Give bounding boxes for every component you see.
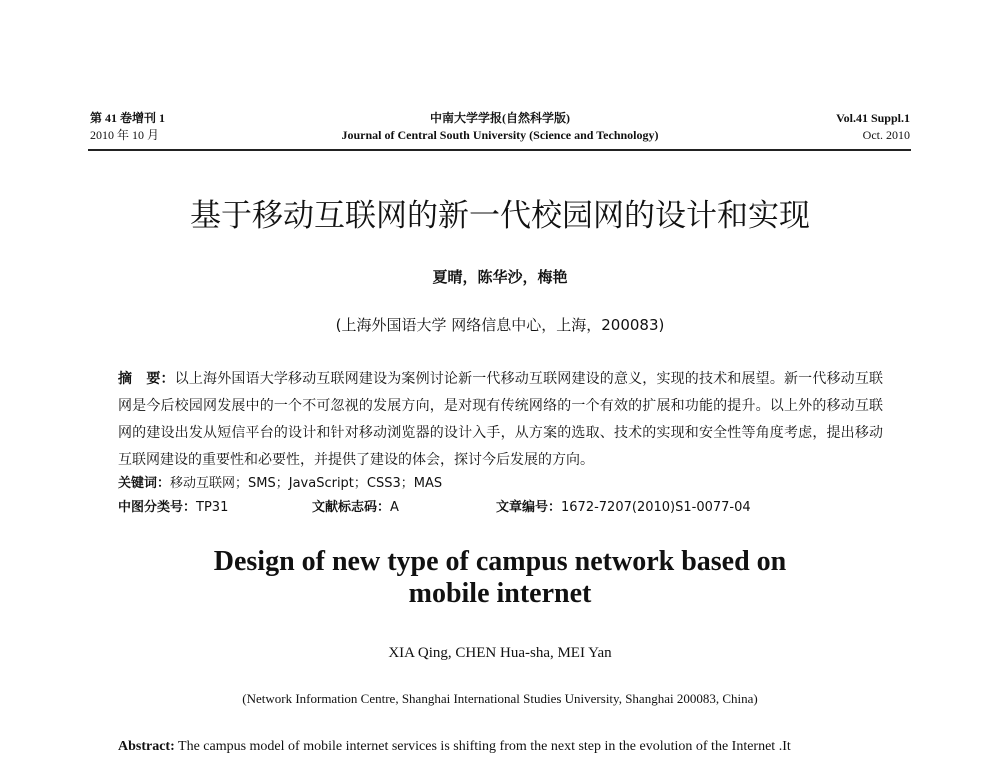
authors-cn: 夏晴，陈华沙，梅艳 [432,268,568,286]
keywords-label: 关键词： [118,476,171,491]
journal-name-cn: 中南大学学报(自然科学版) [430,111,570,125]
abstract-en-label: Abstract: [118,739,175,754]
article-number-label: 文章编号： [496,500,562,515]
doc-code-value: A [390,500,399,515]
title-en [0,546,1000,610]
doc-code-label: 文献标志码： [312,500,391,515]
abstract-en-text: The campus model of mobile internet services is shifting from the next step in the evolution of the Internet .It [178,739,791,754]
title-en-line2: mobile internet [408,578,592,609]
clc-label: 中图分类号： [118,500,197,515]
title-cn: 基于移动互联网的新一代校园网的设计和实现 [190,198,810,234]
header-rule [88,149,911,151]
abstract-label: 摘 要： [118,371,175,387]
date-cn: 2010 年 10 月 [90,128,160,142]
volume-en-line: Vol.41 Suppl.1 [836,111,910,125]
abstract-cn [118,366,883,474]
affiliation-en: (Network Information Centre, Shanghai International Studies University, Shanghai 200083, China) [242,691,758,706]
date-en: Oct. 2010 [862,128,910,142]
abstract-en [118,739,791,755]
volume: 第 41 卷增刊 1 [90,111,166,125]
journal-name-en: Journal of Central South University (Science and Technology) [341,128,659,142]
volume-en [836,110,910,144]
affiliation-cn: (上海外国语大学 网络信息中心，上海，200083) [335,316,665,334]
abstract-text: 以上海外国语大学移动互联网建设为案例讨论新一代移动互联网建设的意义，实现的技术和展望。新一代移动互联网是今后校园网发展中的一个不可忽视的发展方向，是对现有传统网络的一个有效的扩展和功能的提升。以上外的移动互联网的建设出发从短信平台的设计和针对移动浏览器的设计入手，从方案的选取、技术的实现和安全性等角度考虑，提出移动互联网建设的重要性和必要性，并提供了建设的体会，探讨今后发展的方向。 [118,371,884,468]
clc [118,496,228,515]
clc-value: TP31 [196,500,229,515]
authors-en: XIA Qing, CHEN Hua-sha, MEI Yan [388,645,612,661]
article-number-value: 1672-7207(2010)S1-0077-04 [561,500,751,515]
keywords [118,472,442,491]
title-en-line1: Design of new type of campus network based on [213,546,787,577]
keywords-text: 移动互联网；SMS；JavaScript；CSS3；MAS [170,476,443,491]
article-number [496,496,751,515]
doc-code [312,496,399,515]
